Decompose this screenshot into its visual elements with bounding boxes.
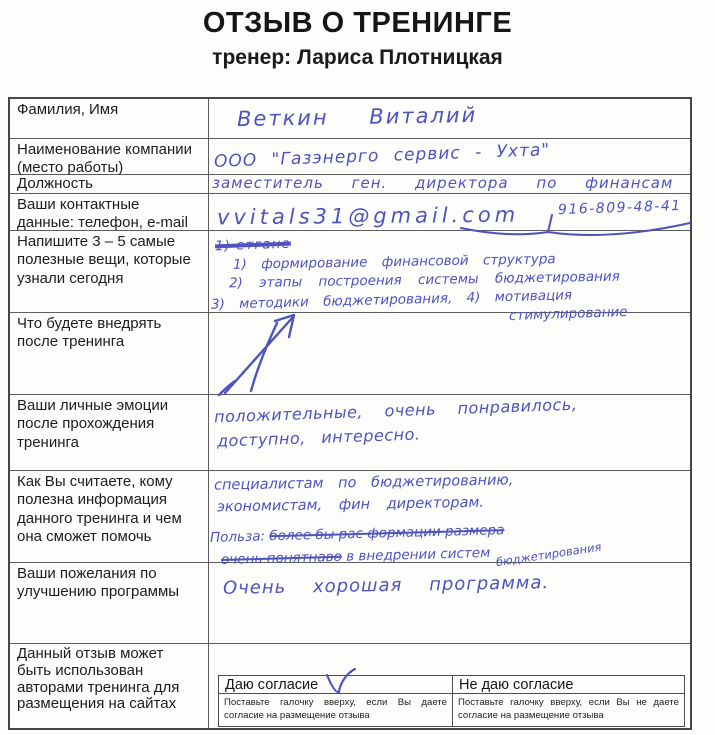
row-answer-cell [209,194,690,230]
row-answer-cell [209,313,690,394]
consent-agree-cell [219,676,453,694]
table-row [10,471,690,570]
row-answer-cell [209,395,690,470]
consent-table [218,675,685,727]
handwritten-benefit-prefix: Польза: [209,528,270,546]
row-answer-cell [209,563,690,643]
row-answer-cell [209,99,690,138]
consent-agree-label: Даю согласие [225,677,319,693]
checkmark-icon [323,668,359,698]
table-row [10,99,690,139]
handwritten-benefit-line [210,522,505,546]
table-row [10,395,690,471]
row-label-implement: Что будете внедрять после тренинга [10,313,209,394]
table-row [10,644,690,728]
handwritten-phone: 916-809-48-41 [557,197,682,219]
table-row [10,194,690,231]
row-label-consent: Данный отзыв может быть использован авторами тренинга для размещения на сайтах [10,644,209,728]
table-row [10,313,690,395]
row-label-useful-things: Напишите 3 – 5 самые полезные вещи, которые узнали сегодня [10,231,209,312]
row-label-name: Фамилия, Имя [10,99,209,138]
consent-disagree-cell [453,676,684,694]
handwritten-useful-item: 2) этапы построения системы бюджетирования [228,268,620,292]
handwritten-struck-text: очень понятнаво [220,548,343,568]
handwritten-benefit-rest: в внедрении систем [345,544,491,565]
row-answer-cell [209,139,690,174]
table-row [10,139,690,175]
handwritten-emotions-line: положительные, очень понравилось, [213,394,578,427]
consent-agree-note: Поставьте галочку вверху, если Вы даете согласие на размещение отзыва [219,694,453,726]
row-label-position: Должность [10,175,209,193]
handwritten-position: заместитель ген. директора по финансам [212,174,674,192]
row-label-contacts: Ваши контактные данные: телефон, e-mail [10,194,209,230]
consent-disagree-note: Поставьте галочку вверху, если Вы не даете согласие на размещение отзыва [458,697,679,722]
handwritten-emotions-line: доступно, интересно. [216,424,421,451]
page-subtitle: тренер: Лариса Плотницкая [212,46,503,69]
handwritten-useful-item: стимулирование [508,303,628,325]
consent-disagree-label: Не даю согласие [459,677,574,693]
handwritten-useful-item: 3) методики бюджетирования, 4) мотивация [210,287,573,313]
handwritten-benefit-tail: бюджетирования [494,539,602,570]
row-answer-cell [209,644,690,728]
row-answer-cell [209,231,690,325]
table-row [10,563,690,644]
table-row [10,231,690,325]
handwritten-wishes: Очень хорошая программа. [222,572,550,599]
row-label-audience: Как Вы считаете, кому полезна информация данного тренинга и чем она сможет помочь [10,471,209,562]
handwritten-crossed-out-line: 1) етгане [214,235,292,255]
row-label-emotions: Ваши личные эмоции после прохождения тренинга [10,395,209,470]
handwritten-useful-item: 1) формирование финансовой структура [232,251,556,273]
handwritten-name: Веткин Виталий [236,102,478,132]
row-answer-cell [209,471,690,570]
row-label-wishes: Ваши пожелания по улучшению программы [10,563,209,643]
up-arrow-doodle-icon [213,305,313,397]
handwritten-company: ООО "Газэнерго сервис - Ухта" [213,140,551,172]
page-title: ОТЗЫВ О ТРЕНИНГЕ [202,7,513,39]
feedback-form-table [8,97,692,730]
handwritten-struck-text: более бы рас формации размера [269,522,505,545]
row-answer-cell [209,175,690,193]
handwritten-email: vvitals31@gmail.com [216,202,520,230]
table-row [10,175,690,194]
phone-underline-doodle-icon [459,214,694,236]
row-label-company: Наименование компании (место работы) [10,139,209,174]
handwritten-audience-line: экономистам, фин директорам. [216,494,485,516]
handwritten-audience-line: специалистам по бюджетированию, [213,472,514,494]
